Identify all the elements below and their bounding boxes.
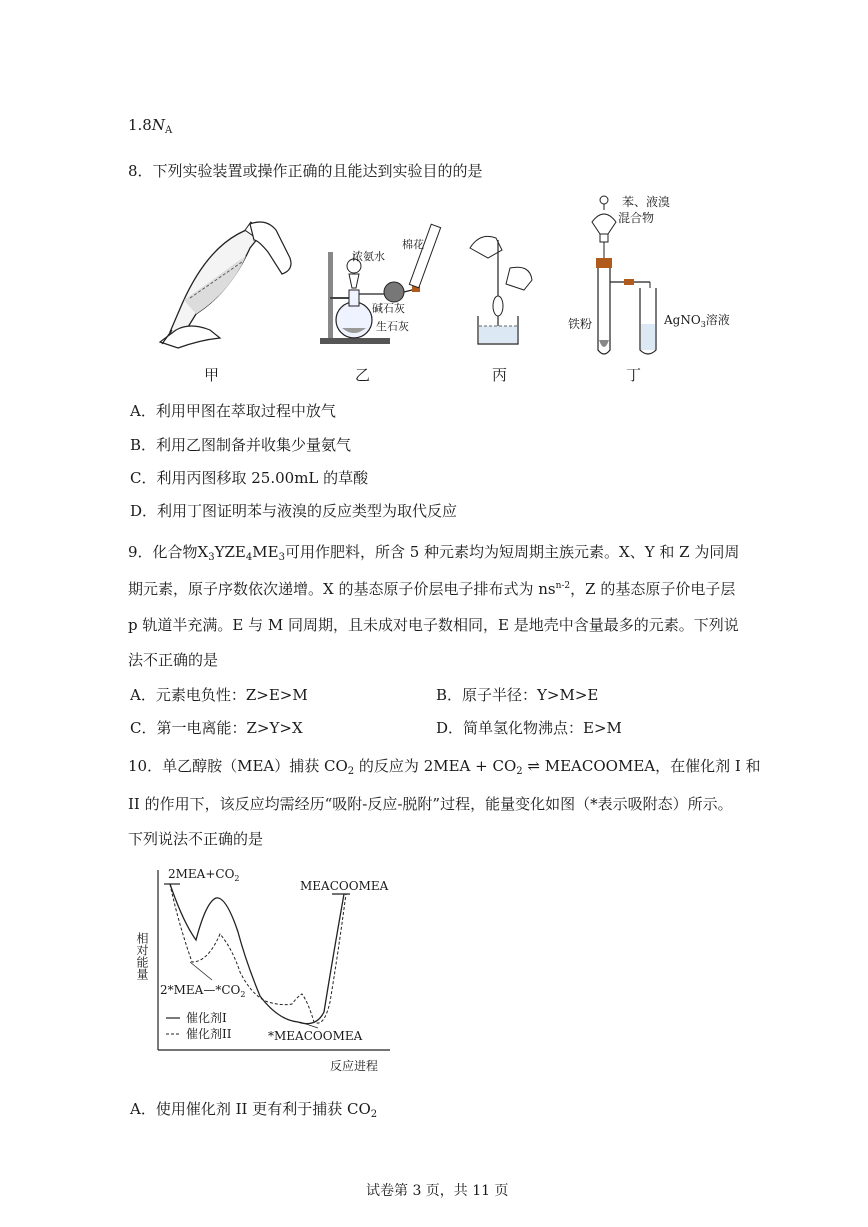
figure-bing-label: 丙 (492, 366, 508, 384)
figure-ding-bromination (560, 192, 740, 358)
q8-option-a: A．利用甲图在萃取过程中放气 (130, 402, 336, 420)
label-soda-lime: 碱石灰 (372, 302, 405, 315)
label-agno3-solution: AgNO$_3$溶液 (664, 313, 730, 329)
figure-yi-label: 乙 (355, 366, 371, 384)
x-axis-label: 反应进程 (330, 1059, 379, 1073)
q8-option-d: D．利用丁图证明苯与液溴的反应类型为取代反应 (130, 502, 458, 520)
figure-bing-pipette (460, 228, 540, 348)
label-2mea-co2: $2MEA+CO_2$ (168, 867, 240, 883)
figure-ding-label: 丁 (626, 366, 642, 384)
label-adsorbed-reactants: $2*MEA—*CO_2$ (160, 983, 246, 999)
legend-catalyst-2: 催化剂II (186, 1027, 232, 1041)
q9-option-d: D．简单氢化物沸点：E>M (436, 719, 622, 737)
q9-line3: p 轨道半充满。E 与 M 同周期，且未成对电子数相同，E 是地壳中含量最多的元素。下列说 (128, 616, 739, 634)
q10-option-a: A．使用催化剂 II 更有利于捕获 $CO_2$ (130, 1100, 378, 1120)
catalyst-1-curve (170, 884, 344, 1024)
q9-line4: 法不正确的是 (128, 651, 219, 669)
label-meacoomea: MEACOOMEA (300, 879, 389, 893)
figure-yi-ammonia-apparatus (320, 216, 460, 348)
label-mixture: 混合物 (618, 211, 655, 225)
y-axis-label: 相对能量 (135, 932, 149, 980)
label-benzene-bromine: 苯、液溴 (622, 195, 671, 209)
label-adsorbed-product: *MEACOOMEA (268, 1029, 363, 1043)
q9-option-c: C．第一电离能：Z>Y>X (130, 719, 303, 737)
page-footer: 试卷第 3 页，共 11 页 (366, 1183, 509, 1199)
q9-line2: 期元素，原子序数依次递增。X 的基态原子价层电子排布式为 $ns^{n-2}$，Z 的基态原子价电子层 (128, 580, 736, 598)
q9-option-a: A．元素电负性：Z>E>M (130, 686, 308, 704)
q10-line2: II 的作用下，该反应均需经历“吸附-反应-脱附”过程，能量变化如图（*表示吸附态）所示。 (128, 795, 733, 813)
figure-jia-separatory-funnel (150, 212, 300, 352)
prev-answer-fragment: $1.8N_A$ (128, 116, 173, 136)
label-cotton: 棉花 (402, 238, 424, 251)
legend-catalyst-1: 催化剂I (186, 1011, 227, 1025)
q10-line3: 下列说法不正确的是 (128, 830, 264, 848)
q9-formula: $X_3YZE_4ME_3$ (197, 543, 285, 563)
q9-option-b: B．原子半径：Y>M>E (436, 686, 599, 704)
q8-option-b: B．利用乙图制备并收集少量氨气 (130, 436, 352, 454)
catalyst-2-curve (170, 884, 346, 1023)
label-iron-powder: 铁粉 (568, 317, 593, 331)
q8-option-c: C．利用丙图移取 25.00mL 的草酸 (130, 469, 369, 487)
figure-jia-label: 甲 (204, 366, 220, 384)
label-concentrated-ammonia: 浓氨水 (352, 250, 385, 263)
q9-line1: 9．化合物$X_3YZE_4ME_3$可用作肥料，所含 5 种元素均为短周期主族元素。X、Y 和 Z 为同周 (128, 543, 740, 563)
q10-line1: 10．单乙醇胺（MEA）捕获 $CO_2$ 的反应为 $2MEA + CO_2$ ⇌ MEACOOMEA，在催化剂 I 和 (128, 757, 761, 777)
label-quicklime: 生石灰 (376, 320, 409, 333)
q8-stem: 8．下列实验装置或操作正确的且能达到实验目的的是 (128, 162, 483, 180)
energy-profile-diagram (128, 862, 408, 1082)
